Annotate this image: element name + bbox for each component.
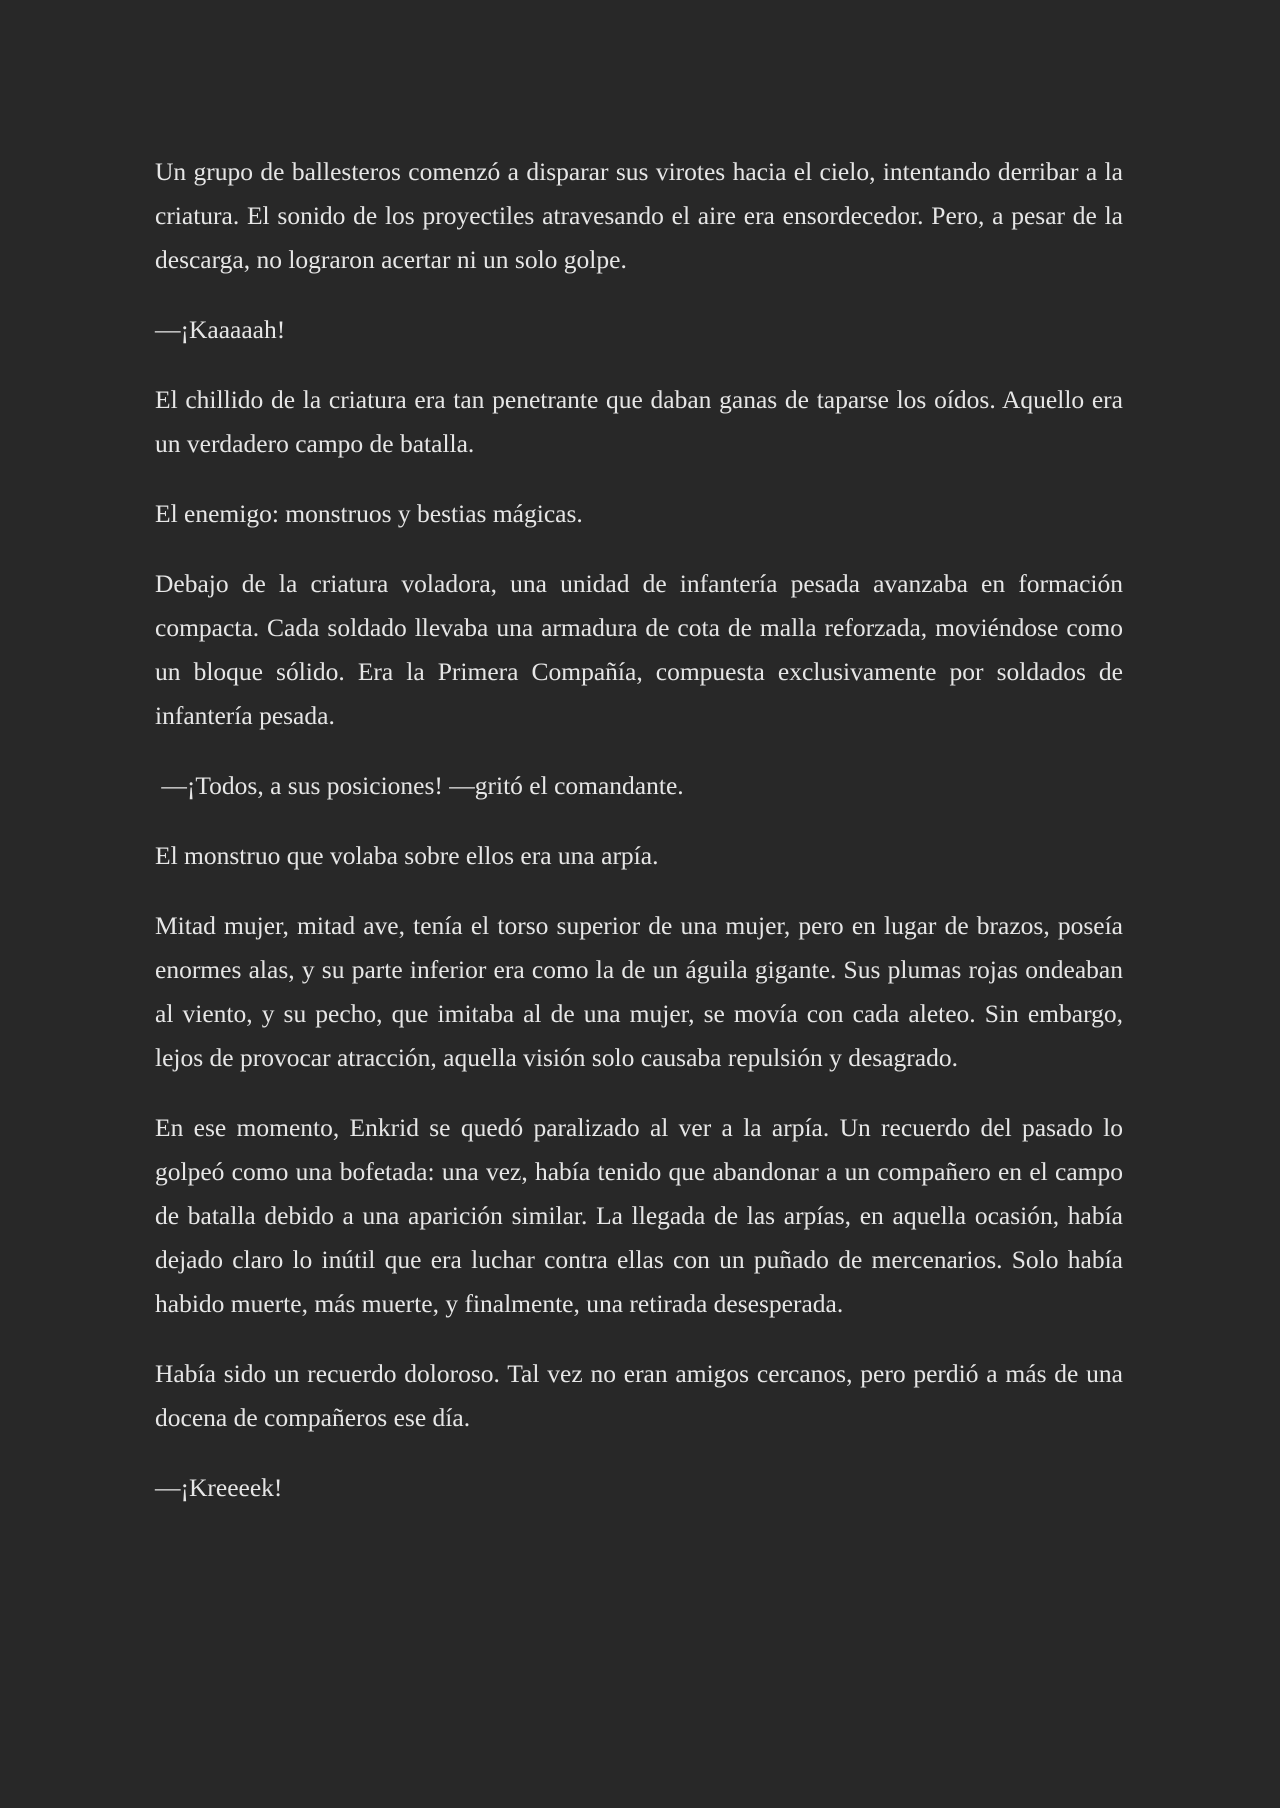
paragraph: En ese momento, Enkrid se quedó paralizado al ver a la arpía. Un recuerdo del pasado lo golpeó como una bofetada: una vez, había tenido que abandonar a un compañero en el campo de batalla debido a una aparición similar. La llegada de las arpías, en aquella ocasión, había dejado claro lo inútil que era luchar contra ellas con un puñado de mercenarios. Solo había habido muerte, más muerte, y finalmente, una retirada desesperada. — [155, 1113, 1123, 1318]
paragraph: Mitad mujer, mitad ave, tenía el torso superior de una mujer, pero en lugar de brazos, poseía enormes alas, y su parte inferior era como la de un águila gigante. Sus plumas rojas ondeaban al viento, y su pecho, que imitaba al de una mujer, se movía con cada aleteo. Sin embargo, lejos de provocar atracción, aquella visión solo causaba repulsión y desagrado. — [155, 911, 1123, 1072]
paragraph: —¡Kaaaaah! — [155, 315, 286, 344]
paragraph: El monstruo que volaba sobre ellos era una arpía. — [155, 841, 659, 870]
paragraph: Había sido un recuerdo doloroso. Tal vez no eran amigos cercanos, pero perdió a más de una docena de compañeros ese día. — [155, 1359, 1123, 1432]
paragraph: —¡Kreeeek! — [155, 1473, 283, 1502]
paragraph: —¡Todos, a sus posiciones! —gritó el comandante. — [155, 771, 684, 800]
paragraph: El chillido de la criatura era tan penetrante que daban ganas de taparse los oídos. Aquello era un verdadero campo de batalla. — [155, 385, 1123, 458]
paragraph: El enemigo: monstruos y bestias mágicas. — [155, 499, 583, 528]
paragraph: Debajo de la criatura voladora, una unidad de infantería pesada avanzaba en formación compacta. Cada soldado llevaba una armadura de cota de malla reforzada, moviéndose como un bloque sólido. Era la Primera Compañía, compuesta exclusivamente por soldados de infantería pesada. — [155, 569, 1123, 730]
chapter-text — [155, 150, 1123, 1510]
paragraph: Un grupo de ballesteros comenzó a disparar sus virotes hacia el cielo, intentando derribar a la criatura. El sonido de los proyectiles atravesando el aire era ensordecedor. Pero, a pesar de la descarga, no lograron acertar ni un solo golpe. — [155, 157, 1123, 274]
